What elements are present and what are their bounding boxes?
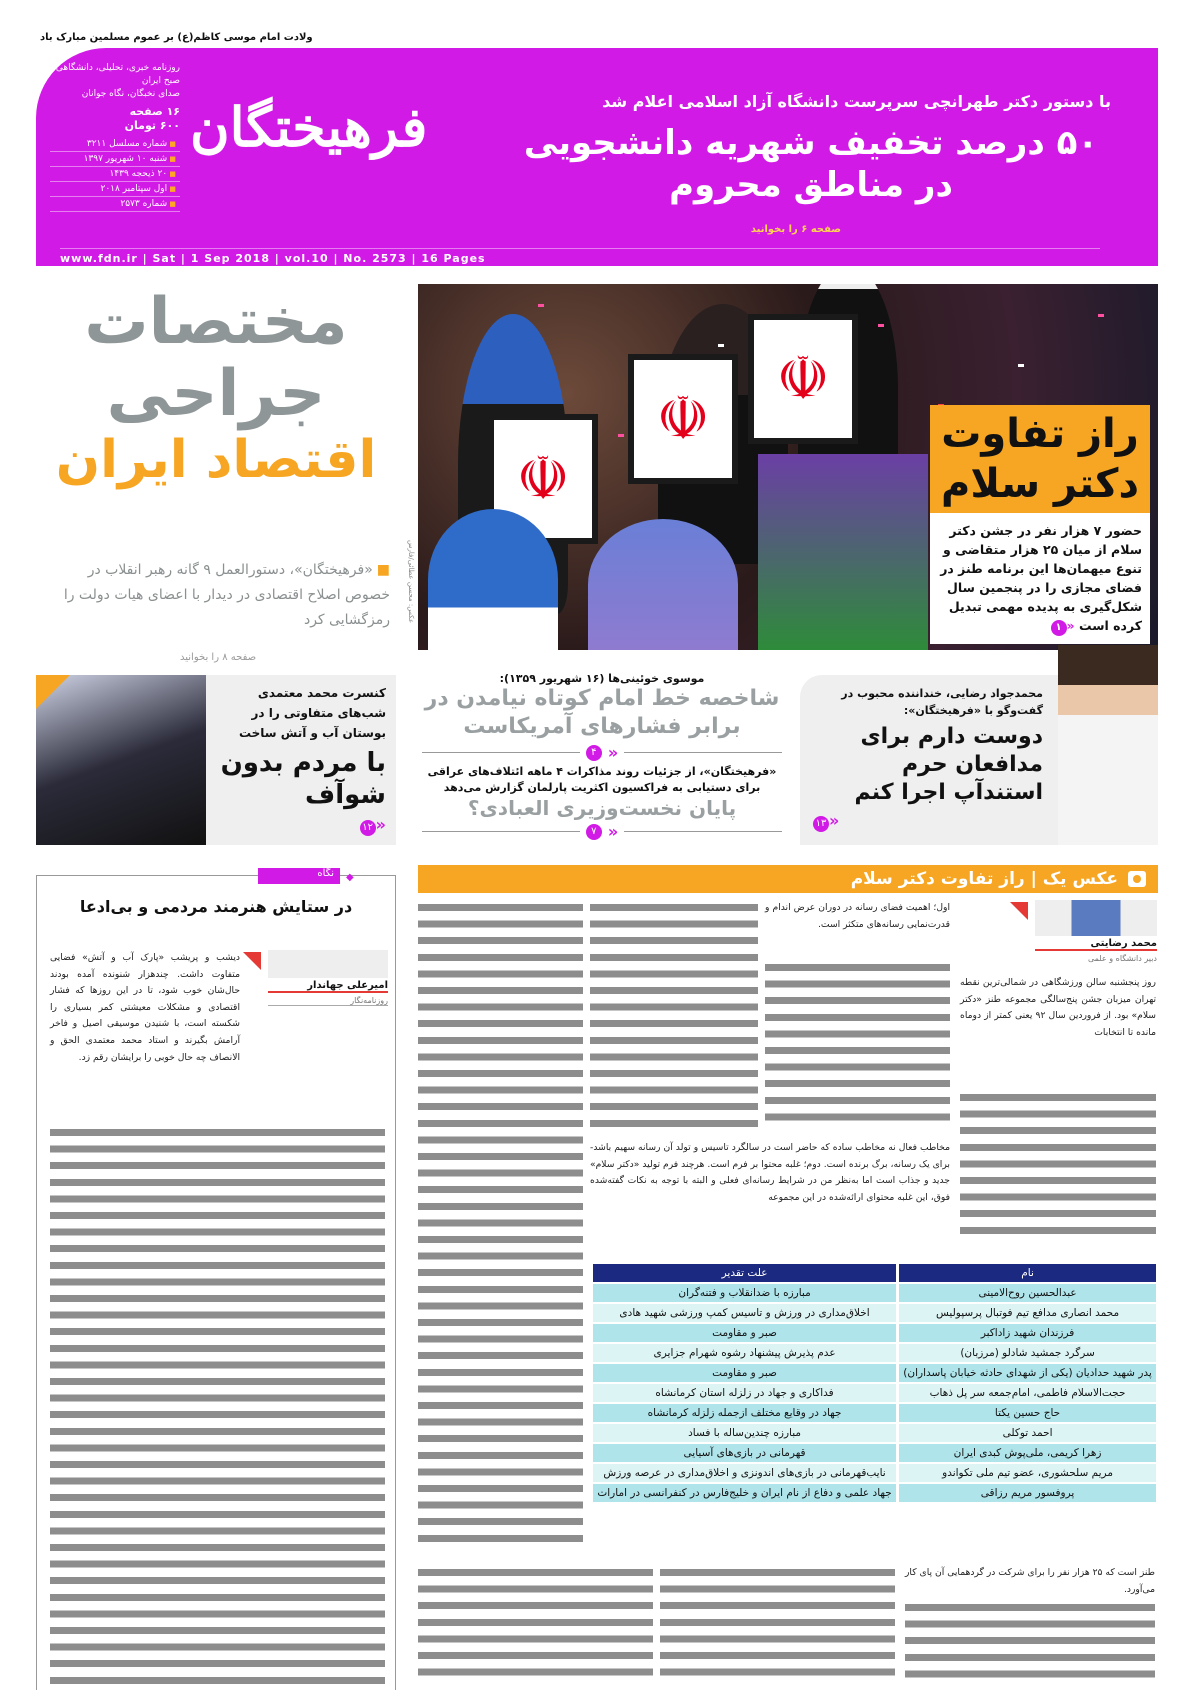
name-cell: پدر شهید حدادیان (یکی از شهدای حادثه خیابان پاسداران) bbox=[896, 1364, 1156, 1382]
article-lead: روز پنجشنبه سالن ورزشگاهی در شمالی‌ترین نقطه تهران میزبان جشن پنج‌سالگی مجموعه طنز «دکتر سلام» بود. از فروردین سال ۹۲ یعنی کمتر از دوماه مانده تا انتخابات bbox=[960, 977, 1157, 1038]
concert-kicker: کنسرت محمد معتمدی شب‌های متفاوتی را در بوستان آب و آتش ساخت bbox=[238, 686, 386, 740]
page-count: ۱۶ صفحه bbox=[129, 105, 180, 118]
reason-cell: نایب‌قهرمانی در بازی‌های اندونزی و اخلاق‌مداری در عرصه ورزش bbox=[590, 1464, 896, 1482]
news-kicker: موسوی خوئینی‌ها (۱۶ شهریور ۱۳۵۹): bbox=[499, 672, 705, 685]
reason-cell: جهاد علمی و دفاع از نام ایران و خلیج‌فارس در کنفرانسی در امارات bbox=[590, 1484, 896, 1502]
table-row bbox=[590, 1364, 1156, 1382]
newspaper-logo: فرهیختگان bbox=[190, 95, 428, 159]
name-cell: پروفسور مریم رزاقی bbox=[896, 1484, 1156, 1502]
interview-kicker: محمدجواد رضایی، خنداننده محبوب در گفت‌وگو با «فرهیختگان»: bbox=[841, 687, 1043, 717]
page-arrow-icon: « bbox=[1066, 618, 1075, 633]
issue-item: ■ اول سپتامبر ۲۰۱۸ bbox=[50, 182, 180, 197]
photo-summary-box bbox=[930, 513, 1150, 644]
interview-headline: دوست دارم برای مدافعان حرم استندآپ اجرا کنم bbox=[854, 724, 1043, 805]
lead-kicker: با دستور دکتر طهرانچی سرپرست دانشگاه آزاد اسلامی اعلام شد bbox=[602, 92, 1111, 111]
left-headline[interactable] bbox=[36, 285, 396, 490]
table-header: علت تقدیر bbox=[590, 1264, 896, 1282]
article-column-text: طنز است که ۲۵ هزار نفر را برای شرکت در گردهمایی آن پای کار می‌آورد. bbox=[905, 1567, 1155, 1595]
lead-headline[interactable]: ۵۰ درصد تخفیف شهریه دانشجویی در مناطق محروم bbox=[523, 123, 1099, 205]
opinion-tag: نگاه bbox=[258, 868, 340, 884]
page-arrow-icon: « bbox=[375, 815, 386, 834]
article-body-text bbox=[765, 960, 950, 1130]
page-badge[interactable]: ۱۲ bbox=[360, 820, 376, 836]
table-row bbox=[590, 1324, 1156, 1342]
article-body-text bbox=[590, 900, 758, 1130]
issue-item: ■ شماره مسلسل ۳۲۱۱ bbox=[50, 137, 180, 152]
headline-line: مختصات bbox=[84, 285, 348, 359]
article-body-text bbox=[905, 1600, 1155, 1685]
page-arrow-icon: « bbox=[829, 811, 840, 830]
read-more-link[interactable]: صفحه ۶ را بخوانید bbox=[750, 224, 841, 235]
table-row bbox=[590, 1424, 1156, 1442]
section-title: عکس یک | راز تفاوت دکتر سلام bbox=[850, 869, 1118, 889]
corner-accent bbox=[1010, 902, 1028, 920]
name-cell: احمد توکلی bbox=[896, 1424, 1156, 1442]
article-column-text: مخاطب فعال نه مخاطب ساده که حاضر است در سالگرد تاسیس و تولد آن رسانه سهیم باشد- برای یک رسانه، برگ برنده است. دوم؛ غلبه محتوا بر فرم است. هرچند فرم تولید «دکتر سلام» جدید و جذاب است اما به‌نظر من در شرایط رسانه‌ای فعلی و البته با توجه به نکات گفته‌شده فوق، این غلبه محتوای ارائه‌شده در این مجموعه bbox=[590, 1142, 950, 1203]
emblem-frame: ☫ bbox=[488, 414, 598, 544]
reason-cell: جهاد در وقایع مختلف ازجمله زلزله کرمانشاه bbox=[590, 1404, 896, 1422]
corner-accent bbox=[36, 675, 70, 709]
issue-item: ■ شماره ۲۵۷۳ bbox=[50, 197, 180, 212]
reason-cell: مبارزه با ضدانقلاب و فتنه‌گران bbox=[590, 1284, 896, 1302]
reason-cell: صبر و مقاومت bbox=[590, 1324, 896, 1342]
interview-text bbox=[813, 685, 1043, 832]
reason-cell: مبارزه چندین‌ساله با فساد bbox=[590, 1424, 896, 1442]
name-cell: محمد انصاری مدافع تیم فوتبال پرسپولیس bbox=[896, 1304, 1156, 1322]
article-body-text bbox=[418, 1565, 653, 1685]
masthead-footer: www.fdn.ir | Sat | 1 Sep 2018 | vol.10 | No. 2573 | 16 Pages bbox=[60, 248, 1100, 265]
tagline bbox=[50, 62, 180, 101]
read-more-link[interactable]: صفحه ۸ را بخوانید bbox=[180, 652, 257, 663]
headline-line: اقتصاد ایران bbox=[55, 430, 377, 490]
table-row bbox=[590, 1284, 1156, 1302]
top-announcement: ولادت امام موسی کاظم(ع) بر عموم مسلمین مبارک باد bbox=[40, 32, 313, 43]
photo-caption bbox=[930, 405, 1150, 644]
photo-person bbox=[588, 519, 738, 650]
price-info bbox=[50, 105, 180, 133]
article-body-text bbox=[418, 900, 583, 1545]
page-arrow-icon: « bbox=[607, 822, 619, 841]
table-row bbox=[590, 1444, 1156, 1462]
photo-credit: عکس: محسن عطائی/فارس bbox=[407, 540, 415, 624]
author-name: امیرعلی جهاندار bbox=[268, 980, 388, 993]
page-badge[interactable]: ۴ bbox=[586, 745, 602, 761]
reason-cell: عدم پذیرش پیشنهاد رشوه شهرام جزایری bbox=[590, 1344, 896, 1362]
photo-person bbox=[428, 509, 558, 650]
author-role: دبیر دانشگاه و علمی bbox=[1035, 954, 1157, 963]
opinion-lead: دیشب و پریشب «پارک آب و آتش» فضایی متفاوت داشت. چندهزار شنونده آمده بودند حال‌شان خوب شود، تا در این روزها که فشار اقتصادی و مشکلات معیشتی کمر بسیاری را شکسته است، با شنیدن موسیقی اصیل و فاخر آرامش بگیرند و استاد محمد معتمدی الحق و الانصاف چه حال خوبی را برایشان رقم زد. bbox=[50, 952, 240, 1063]
name-cell: حاج حسین یکتا bbox=[896, 1404, 1156, 1422]
table-row bbox=[590, 1464, 1156, 1482]
bullet-icon: ◆ bbox=[346, 872, 354, 883]
article-body-text bbox=[660, 1565, 895, 1685]
camera-icon bbox=[1128, 871, 1146, 887]
corner-accent bbox=[243, 952, 261, 970]
honorees-table bbox=[590, 1262, 1156, 1504]
table-row bbox=[590, 1304, 1156, 1322]
name-cell: زهرا کریمی، ملی‌پوش کبدی ایران bbox=[896, 1444, 1156, 1462]
news-kicker: «فرهیختگان»، از جزئیات روند مذاکرات ۴ ماهه ائتلاف‌های عراقی برای دستیابی به فراکسیون اکثریت پارلمان گزارش می‌دهد bbox=[427, 765, 777, 794]
tagline-line: صدای نخبگان، نگاه جوانان bbox=[81, 89, 180, 99]
photo-title: راز تفاوت bbox=[941, 411, 1139, 457]
author-photo bbox=[268, 950, 388, 978]
table-row bbox=[590, 1404, 1156, 1422]
price: ۶۰۰ تومان bbox=[124, 119, 180, 132]
concert-headline: با مردم بدون شوآف bbox=[220, 748, 386, 810]
name-cell: سرگرد جمشید شادلو (مرزبان) bbox=[896, 1344, 1156, 1362]
issue-item: ■ شنبه ۱۰ شهریور ۱۳۹۷ bbox=[50, 152, 180, 167]
page-badge[interactable]: ۱ bbox=[1051, 620, 1067, 636]
opinion-body-text bbox=[50, 1125, 385, 1685]
author-name: محمد رضایتی bbox=[1035, 938, 1157, 951]
article-body-text bbox=[960, 1090, 1156, 1240]
photo-summary: حضور ۷ هزار نفر در جشن دکتر سلام از میان ۲۵ هزار متقاضی و تنوع میهمان‌ها این برنامه طنز در فضای مجازی را در پنجمین سال شکل‌گیری به پدیده مهمی تبدیل کرده است bbox=[940, 523, 1142, 633]
issue-item: ■ ۲۰ ذیحجه ۱۴۳۹ bbox=[50, 167, 180, 182]
news-teasers bbox=[418, 668, 786, 843]
interview-teaser[interactable] bbox=[800, 675, 1158, 845]
photo-poster bbox=[758, 454, 928, 650]
page-badge[interactable]: ۷ bbox=[586, 824, 602, 840]
photo-title-box[interactable] bbox=[930, 405, 1150, 513]
page-arrow-icon: « bbox=[607, 743, 619, 762]
reason-cell: صبر و مقاومت bbox=[590, 1364, 896, 1382]
comedian-photo bbox=[1058, 645, 1158, 845]
table-row bbox=[590, 1384, 1156, 1402]
tagline-line: روزنامه خبری، تحلیلی، دانشگاهی صبح ایران bbox=[55, 63, 180, 86]
masthead-info bbox=[50, 62, 180, 212]
author-role: روزنامه‌نگار bbox=[268, 996, 388, 1006]
left-summary: ■ «فرهیختگان»، دستورالعمل ۹ گانه رهبر انقلاب در خصوص اصلاح اقتصادی در دیدار با اعضای هیات دولت را رمزگشایی کرد bbox=[40, 558, 390, 633]
page-badge[interactable]: ۱۳ bbox=[813, 816, 829, 832]
name-cell: فرزندان شهید زاداکبر bbox=[896, 1324, 1156, 1342]
concert-teaser[interactable] bbox=[36, 675, 396, 845]
emblem-frame: ☫ bbox=[628, 354, 738, 484]
name-cell: حجت‌الاسلام فاطمی، امام‌جمعه سر پل ذهاب bbox=[896, 1384, 1156, 1402]
table-row bbox=[590, 1484, 1156, 1502]
news-headline[interactable]: پایان نخست‌وزیری العبادی؟ bbox=[467, 796, 737, 820]
table-row bbox=[590, 1344, 1156, 1362]
reason-cell: فداکاری و جهاد در زلزله استان کرمانشاه bbox=[590, 1384, 896, 1402]
author-photo bbox=[1035, 900, 1157, 936]
article-column-text: اول؛ اهمیت فضای رسانه در دوران عرض اندام و قدرت‌نمایی رسانه‌های متکثر است. bbox=[765, 902, 950, 930]
headline-line: جراحی bbox=[106, 357, 326, 431]
issue-info bbox=[50, 137, 180, 212]
reason-cell: قهرمانی در بازی‌های آسیایی bbox=[590, 1444, 896, 1462]
table-header: نام bbox=[896, 1264, 1156, 1282]
concert-text bbox=[211, 683, 386, 836]
name-cell: عبدالحسین روح‌الامینی bbox=[896, 1284, 1156, 1302]
news-headline[interactable]: شاخصه خط امام کوتاه نیامدن در برابر فشارهای آمریکاست bbox=[424, 686, 780, 739]
reason-cell: اخلاق‌مداری در ورزش و تاسیس کمپ ورزشی شهید هادی bbox=[590, 1304, 896, 1322]
name-cell: مریم سلحشوری، عضو تیم ملی تکواندو bbox=[896, 1464, 1156, 1482]
opinion-title[interactable]: در ستایش هنرمند مردمی و بی‌ادعا bbox=[79, 897, 353, 916]
section-header bbox=[418, 865, 1158, 893]
photo-title: دکتر سلام bbox=[941, 461, 1139, 507]
emblem-frame: ☫ bbox=[748, 314, 858, 444]
